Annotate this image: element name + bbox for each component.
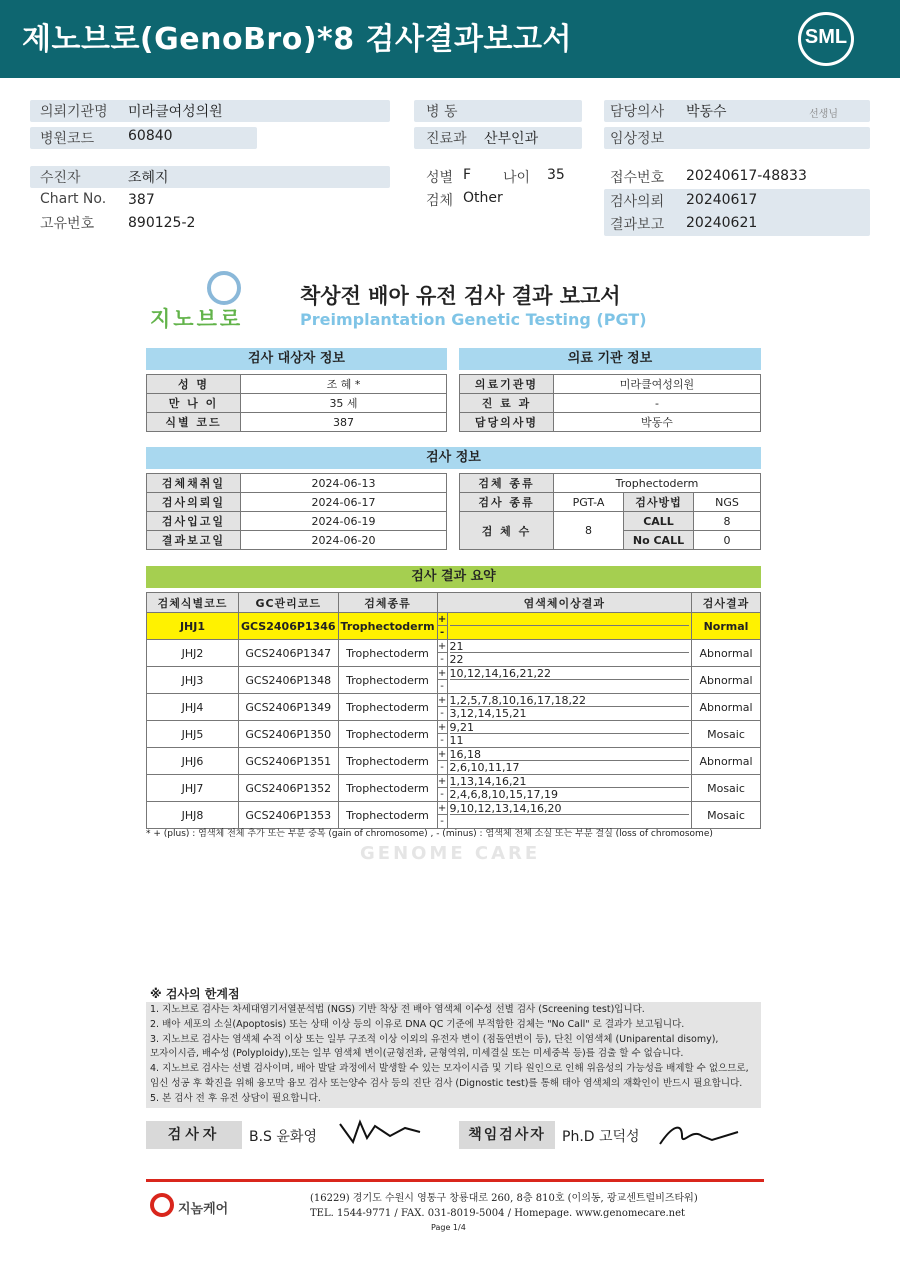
gc-code-cell: GCS2406P1353: [239, 802, 339, 829]
chromosome-cell: [447, 640, 691, 667]
limitation-line: 임신 성공 후 확진을 위해 융모막 융모 검사 또는양수 검사 등의 진단 검사 (Dignostic test)를 통해 태아 염색체의 재확인이 반드시 필요합니다.: [150, 1077, 743, 1089]
sign-cell: [437, 721, 447, 748]
test-result-cell: Abnormal: [692, 748, 761, 775]
institution-row-value: 박동수: [554, 413, 761, 432]
subject-value: 387: [241, 413, 447, 432]
plus-sign: +: [437, 803, 447, 814]
hospital-code-label: 병원코드: [40, 131, 95, 147]
minus-sign: -: [440, 708, 444, 719]
sex-label: 성별: [426, 170, 454, 186]
subject-label: 만 나 이: [147, 394, 241, 413]
sample-id-cell: JHJ6: [147, 748, 239, 775]
footer-address-block: [310, 1191, 698, 1221]
sign-cell: [437, 640, 447, 667]
plus-sign: +: [437, 614, 447, 625]
sign-cell: [437, 613, 447, 640]
tester-signature-icon: [335, 1114, 425, 1150]
nocall-label: No CALL: [624, 531, 694, 550]
test-result-cell: Abnormal: [692, 667, 761, 694]
result-row: [147, 640, 761, 667]
result-footnote: * + (plus) : 염색체 전체 추가 또는 부분 중복 (gain of chromosome) , - (minus) : 염색체 전체 소실 또는 부분 결실 (loss of chromosome): [146, 829, 713, 839]
method-value: NGS: [694, 493, 761, 512]
document-title: 제노브로(GenoBro)*8 검사결과보고서: [22, 22, 572, 57]
test-result-cell: Mosaic: [692, 775, 761, 802]
institution-row-value: 미라클여성의원: [554, 375, 761, 394]
test-spec-table: [459, 473, 761, 550]
count-label: 검 체 수: [460, 512, 554, 550]
specimen-type-cell: Trophectoderm: [338, 613, 437, 640]
sex-value: F: [463, 167, 472, 183]
test-result-cell: Mosaic: [692, 802, 761, 829]
gain-chromosomes: 1,13,14,16,21: [450, 775, 689, 788]
nocall-value: 0: [694, 531, 761, 550]
genomecare-logo-text: 지놈케어: [178, 1202, 229, 1217]
loss-chromosomes: 3,12,14,15,21: [449, 707, 527, 720]
limitation-line: 2. 배아 세포의 소실(Apoptosis) 또는 상태 이상 등의 이유로 DNA QC 기준에 부적합한 검체는 "No Call" 로 결과가 보고됩니다.: [150, 1018, 685, 1030]
limitation-line: 5. 본 검사 전 후 유전 상담이 필요합니다.: [150, 1092, 321, 1104]
chief-signature-icon: [652, 1116, 742, 1152]
report-title-english: Preimplantation Genetic Testing (PGT): [300, 310, 647, 329]
specimen-label: 검체: [426, 193, 454, 209]
chromosome-cell: [447, 802, 691, 829]
test-info-header: 검사 정보: [146, 447, 761, 469]
test-result-cell: Normal: [692, 613, 761, 640]
result-row: [147, 802, 761, 829]
clinical-label: 임상정보: [610, 131, 665, 147]
sign-cell: [437, 667, 447, 694]
receipt-value: 20240617-48833: [686, 168, 807, 184]
chief-tester-name: Ph.D 고덕성: [562, 1129, 640, 1145]
result-summary-table: [146, 592, 761, 829]
receipt-label: 접수번호: [610, 170, 665, 186]
plus-sign: +: [437, 695, 447, 706]
ward-label: 병 동: [426, 104, 458, 120]
institution-value: 미라클여성의원: [128, 104, 223, 120]
loss-chromosomes: 11: [449, 734, 464, 747]
sml-logo-text: SML: [804, 26, 848, 48]
sample-id-cell: JHJ7: [147, 775, 239, 802]
date-label: 검사입고일: [147, 512, 241, 531]
result-row: [147, 748, 761, 775]
subject-value: 35 세: [241, 394, 447, 413]
test-result-cell: Mosaic: [692, 721, 761, 748]
institution-row-value: -: [554, 394, 761, 413]
gain-chromosomes: [450, 613, 689, 626]
minus-sign: -: [440, 735, 444, 746]
sign-cell: [437, 775, 447, 802]
chromosome-cell: [447, 613, 691, 640]
institution-row-label: 진 료 과: [460, 394, 554, 413]
dept-value: 산부인과: [484, 131, 539, 147]
loss-chromosomes: 2,4,6,8,10,15,17,19: [449, 788, 558, 801]
sample-id-cell: JHJ5: [147, 721, 239, 748]
plus-sign: +: [437, 722, 447, 733]
date-label: 검체채취일: [147, 474, 241, 493]
institution-row-label: 의료기관명: [460, 375, 554, 394]
genomecare-logo-icon: [150, 1193, 174, 1217]
chart-label: Chart No.: [40, 191, 107, 207]
sample-id-cell: JHJ8: [147, 802, 239, 829]
subject-info-table: [146, 374, 447, 432]
loss-chromosomes: [450, 680, 689, 693]
minus-sign: -: [440, 789, 444, 800]
gain-chromosomes: 1,2,5,7,8,10,16,17,18,22: [450, 694, 689, 707]
plus-sign: +: [437, 668, 447, 679]
col-specimen-type: 검체종류: [338, 593, 437, 613]
test-type-value: PGT-A: [554, 493, 624, 512]
plus-sign: +: [437, 641, 447, 652]
method-label: 검사방법: [624, 493, 694, 512]
date-value: 2024-06-19: [241, 512, 447, 531]
call-value: 8: [694, 512, 761, 531]
institution-info-header: 의료 기관 정보: [459, 348, 761, 370]
result-row: [147, 721, 761, 748]
unique-id-label: 고유번호: [40, 216, 95, 232]
loss-chromosomes: [450, 626, 689, 639]
test-result-cell: Abnormal: [692, 640, 761, 667]
footer-address: (16229) 경기도 수원시 영통구 창룡대로 260, 8층 810호 (이의동, 광교센트럴비즈타워): [310, 1193, 698, 1204]
genome-care-watermark: GENOME CARE: [360, 843, 541, 864]
specimen-type-label: 검체 종류: [460, 474, 554, 493]
loss-chromosomes: 2,6,10,11,17: [449, 761, 520, 774]
date-value: 2024-06-13: [241, 474, 447, 493]
loss-chromosomes: 22: [449, 653, 464, 666]
unique-id-value: 890125-2: [128, 215, 196, 231]
chart-value: 387: [128, 192, 155, 208]
footer-divider: [146, 1179, 764, 1182]
chromosome-cell: [447, 721, 691, 748]
specimen-type-cell: Trophectoderm: [338, 640, 437, 667]
subject-value: 조 혜 *: [241, 375, 447, 394]
col-test-result: 검사결과: [692, 593, 761, 613]
limitations-box: [146, 1002, 761, 1108]
doctor-value: 박동수: [686, 104, 727, 120]
result-summary-header: 검사 결과 요약: [146, 566, 761, 588]
col-gc-code: GC관리코드: [239, 593, 339, 613]
patient-name-value: 조혜지: [128, 170, 169, 186]
specimen-type-cell: Trophectoderm: [338, 667, 437, 694]
limitation-line: 3. 지노브로 검사는 염색체 수적 이상 또는 일부 구조적 이상 이외의 유전자 변이 (점돌연변이 등), 단친 이염색체 (Uniparental disomy),: [150, 1033, 719, 1045]
institution-row-label: 담당의사명: [460, 413, 554, 432]
test-result-cell: Abnormal: [692, 694, 761, 721]
sign-cell: [437, 694, 447, 721]
chromosome-cell: [447, 694, 691, 721]
institution-label: 의뢰기관명: [40, 104, 108, 120]
specimen-type-cell: Trophectoderm: [338, 775, 437, 802]
sign-cell: [437, 748, 447, 775]
dept-label: 진료과: [426, 131, 467, 147]
age-value: 35: [547, 167, 565, 183]
test-type-label: 검사 종류: [460, 493, 554, 512]
date-label: 검사의뢰일: [147, 493, 241, 512]
page-number: Page 1/4: [431, 1223, 466, 1232]
plus-sign: +: [437, 749, 447, 760]
minus-sign: -: [440, 762, 444, 773]
subject-info-header: 검사 대상자 정보: [146, 348, 447, 370]
request-label: 검사의뢰: [610, 194, 665, 210]
gain-chromosomes: 9,10,12,13,14,16,20: [450, 802, 689, 815]
gc-code-cell: GCS2406P1346: [239, 613, 339, 640]
doctor-suffix: 선생님: [809, 109, 838, 120]
gc-code-cell: GCS2406P1350: [239, 721, 339, 748]
gc-code-cell: GCS2406P1348: [239, 667, 339, 694]
report-date-value: 20240621: [686, 215, 758, 231]
gc-code-cell: GCS2406P1347: [239, 640, 339, 667]
limitation-line: 4. 지노브로 검사는 선별 검사이며, 배아 발달 과정에서 발생할 수 있는 모자이시즘 및 기타 원인으로 인해 위음성의 가능성을 배제할 수 없으므로,: [150, 1063, 749, 1075]
specimen-type-cell: Trophectoderm: [338, 721, 437, 748]
result-row: [147, 613, 761, 640]
minus-sign: -: [440, 681, 444, 692]
footer-contact: TEL. 1544-9771 / FAX. 031-8019-5004 / Homepage. www.genomecare.net: [310, 1208, 686, 1219]
patient-name-bar: [30, 166, 390, 188]
chromosome-cell: [447, 748, 691, 775]
chief-tester-label: 책임검사자: [459, 1121, 555, 1149]
gc-code-cell: GCS2406P1351: [239, 748, 339, 775]
subject-label: 성 명: [147, 375, 241, 394]
sample-id-cell: JHJ2: [147, 640, 239, 667]
sample-id-cell: JHJ4: [147, 694, 239, 721]
limitation-line: 모자이시즘, 배수성 (Polyploidy),또는 일부 염색체 변이(균형전좌, 균형역위, 미세결실 또는 미세중복 등)를 검출 할 수 없습니다.: [150, 1048, 684, 1060]
minus-sign: -: [440, 816, 444, 827]
report-title-korean: 착상전 배아 유전 검사 결과 보고서: [300, 284, 621, 308]
gain-chromosomes: 21: [450, 640, 689, 653]
specimen-type-cell: Trophectoderm: [338, 748, 437, 775]
genobro-logo-icon: [207, 271, 241, 305]
minus-sign: -: [439, 627, 445, 638]
count-value: 8: [554, 512, 624, 550]
subject-label: 식별 코드: [147, 413, 241, 432]
date-value: 2024-06-17: [241, 493, 447, 512]
report-date-label: 결과보고: [610, 217, 665, 233]
gain-chromosomes: 10,12,14,16,21,22: [450, 667, 689, 680]
doctor-label: 담당의사: [610, 104, 665, 120]
specimen-value: Other: [463, 190, 503, 206]
col-sample-id: 검체식별코드: [147, 593, 239, 613]
result-row: [147, 667, 761, 694]
patient-name-label: 수진자: [40, 170, 81, 186]
genobro-logo-text: 지노브로: [150, 307, 244, 331]
result-row: [147, 775, 761, 802]
chromosome-cell: [447, 667, 691, 694]
test-dates-table: [146, 473, 447, 550]
result-row: [147, 694, 761, 721]
gain-chromosomes: 9,21: [450, 721, 689, 734]
gc-code-cell: GCS2406P1349: [239, 694, 339, 721]
limitation-line: 1. 지노브로 검사는 차세대염기서열분석법 (NGS) 기반 착상 전 배아 염색체 이수성 선별 검사 (Screening test)입니다.: [150, 1004, 645, 1015]
tester-label: 검사자: [146, 1121, 242, 1149]
chromosome-cell: [447, 775, 691, 802]
request-value: 20240617: [686, 192, 758, 208]
hospital-code-value: 60840: [128, 128, 173, 144]
specimen-type-cell: Trophectoderm: [338, 802, 437, 829]
call-label: CALL: [624, 512, 694, 531]
sample-id-cell: JHJ3: [147, 667, 239, 694]
age-label: 나이: [503, 170, 531, 186]
institution-info-table: [459, 374, 761, 432]
sample-id-cell: JHJ1: [147, 613, 239, 640]
minus-sign: -: [440, 654, 444, 665]
specimen-type-cell: Trophectoderm: [338, 694, 437, 721]
specimen-type-value: Trophectoderm: [554, 474, 761, 493]
date-label: 결과보고일: [147, 531, 241, 550]
col-chromosome-result: 염색체이상결과: [437, 593, 691, 613]
gc-code-cell: GCS2406P1352: [239, 775, 339, 802]
plus-sign: +: [437, 776, 447, 787]
sign-cell: [437, 802, 447, 829]
date-value: 2024-06-20: [241, 531, 447, 550]
gain-chromosomes: 16,18: [450, 748, 689, 761]
tester-name: B.S 윤화영: [249, 1129, 317, 1145]
limitations-title: ※ 검사의 한계점: [150, 987, 240, 1001]
